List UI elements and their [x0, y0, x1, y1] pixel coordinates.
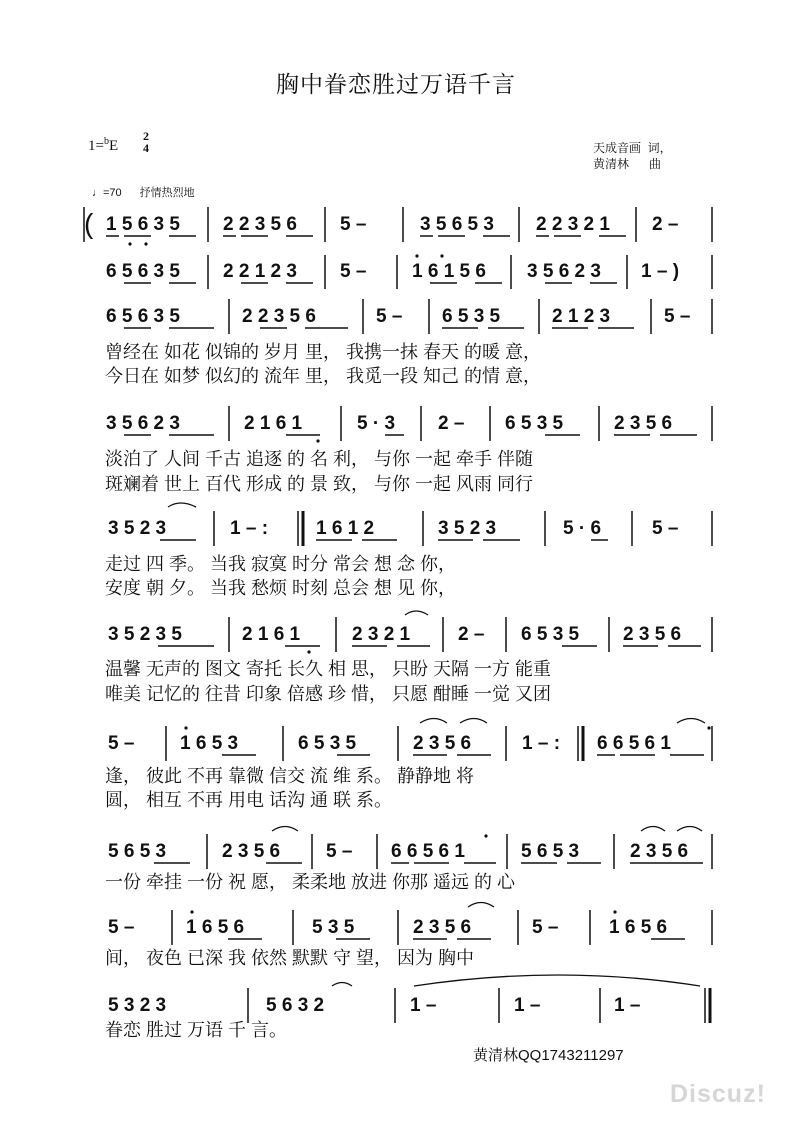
svg-text:2 3 5 6: 2 3 5 6	[413, 917, 472, 938]
lyric-line: 温馨 无声的 图文 寄托 长久 相 思， 只盼 天隔 一方 能重	[105, 659, 552, 679]
lyric-line: 逢， 彼此 不再 靠微 信交 流 维 系。 静静地 将	[105, 766, 475, 786]
svg-text:2 3 5 6: 2 3 5 6	[623, 624, 682, 645]
svg-text:2 3 5 6: 2 3 5 6	[630, 841, 689, 862]
svg-text:2 –: 2 –	[652, 214, 679, 235]
credits: 天成音画 词， 黄清林 曲	[593, 141, 672, 171]
lyric-line: 间， 夜色 已深 我 依然 默默 守 望， 因为 胸中	[105, 948, 475, 968]
svg-text:3 5 2 3: 3 5 2 3	[438, 518, 497, 539]
svg-text:5 –: 5 –	[652, 518, 679, 539]
svg-text:5 –: 5 –	[664, 306, 691, 327]
lyric-line: 唯美 记忆的 往昔 印象 倍感 珍 惜， 只愿 酣睡 一觉 又团	[105, 684, 552, 704]
system-3-staff	[106, 299, 712, 334]
svg-text:1 – :: 1 – :	[522, 733, 561, 754]
svg-text:5 –: 5 –	[108, 733, 135, 754]
svg-text:2 2 3 5 6: 2 2 3 5 6	[242, 306, 316, 327]
svg-text:1 –: 1 –	[614, 995, 641, 1016]
svg-text:1 6 5 3: 1 6 5 3	[180, 733, 239, 754]
svg-text:6 6 5 6 1: 6 6 5 6 1	[597, 733, 671, 754]
svg-text:5 · 6: 5 · 6	[563, 518, 602, 539]
lyric-line: 走过 四 季。 当我 寂寞 时分 常会 想 念 你，	[105, 554, 457, 574]
key-signature: 1=$^b$E	[88, 136, 119, 154]
svg-text:6 5 6 3 5: 6 5 6 3 5	[106, 261, 180, 282]
system-4-staff	[106, 406, 712, 443]
svg-text:5 –: 5 –	[340, 214, 367, 235]
song-title: 胸中眷恋胜过万语千言	[276, 72, 516, 98]
system-9-lyrics	[105, 948, 474, 968]
svg-text:2 1 6 1: 2 1 6 1	[242, 624, 301, 645]
svg-text:3 5 6 5 3: 3 5 6 5 3	[420, 214, 494, 235]
svg-text:1 – ): 1 – )	[641, 261, 680, 282]
svg-text:2 1 6 1: 2 1 6 1	[244, 413, 303, 434]
system-3-lyrics	[105, 342, 541, 386]
system-1-staff	[84, 207, 712, 246]
system-10-lyrics	[105, 1020, 287, 1040]
system-2-staff	[106, 254, 712, 289]
svg-text:(: (	[84, 208, 94, 239]
svg-text:5 3 5: 5 3 5	[312, 917, 355, 938]
svg-text:3 5 2 3: 3 5 2 3	[108, 518, 167, 539]
lyric-line: 曾经在 如花 似锦的 岁月 里， 我携一抹 春天 的暖 意，	[105, 342, 542, 362]
system-7-staff	[108, 719, 712, 762]
system-8-staff	[108, 827, 712, 870]
svg-text:5 –: 5 –	[532, 917, 559, 938]
system-4-lyrics	[105, 449, 533, 494]
svg-text:2 2 1 2 3: 2 2 1 2 3	[223, 261, 297, 282]
svg-text:1 6 1 2: 1 6 1 2	[316, 518, 375, 539]
svg-text:5 · 3: 5 · 3	[357, 413, 396, 434]
time-signature: 2 4	[143, 129, 149, 155]
svg-text:5 3 2 3: 5 3 2 3	[108, 995, 167, 1016]
svg-text:5 –: 5 –	[376, 306, 403, 327]
system-5-lyrics	[105, 553, 456, 598]
system-10-staff	[108, 975, 710, 1023]
tempo-marking: ♩=70 抒情热烈地	[92, 187, 195, 199]
svg-text:2 –: 2 –	[438, 413, 465, 434]
system-9-staff	[108, 903, 712, 946]
arranger-signature: 黄清林QQ1743211297	[473, 1047, 624, 1064]
svg-text:3 5 6 2 3: 3 5 6 2 3	[527, 261, 601, 282]
svg-text:6 5 3 5: 6 5 3 5	[442, 306, 501, 327]
svg-text:5 6 5 3: 5 6 5 3	[521, 841, 580, 862]
system-7-lyrics	[105, 766, 474, 810]
svg-text:3 5 2 3 5: 3 5 2 3 5	[108, 624, 182, 645]
svg-text:2 3 2 1: 2 3 2 1	[352, 624, 411, 645]
svg-text:5 6 3 2: 5 6 3 2	[266, 995, 325, 1016]
svg-text:6 5 6 3 5: 6 5 6 3 5	[106, 306, 180, 327]
svg-text:2 3 5 6: 2 3 5 6	[413, 733, 472, 754]
svg-text:2 2 3 5 6: 2 2 3 5 6	[223, 214, 297, 235]
lyric-line: 斑斓着 世上 百代 形成 的 景 致， 与你 一起 风雨 同行	[105, 474, 534, 494]
svg-text:1 –: 1 –	[514, 995, 541, 1016]
lyric-line: 安度 朝 夕。 当我 愁烦 时刻 总会 想 见 你，	[105, 578, 457, 598]
svg-text:2 2 3 2 1: 2 2 3 2 1	[536, 214, 610, 235]
svg-text:1 6 1 5 6: 1 6 1 5 6	[412, 261, 486, 282]
svg-text:1 5 6 3 5: 1 5 6 3 5	[106, 214, 180, 235]
lyric-line: 淡泊了 人间 千古 追逐 的 名 利， 与你 一起 牵手 伴随	[105, 449, 534, 469]
svg-text:5 6 5 3: 5 6 5 3	[108, 841, 167, 862]
svg-text:5 –: 5 –	[108, 917, 135, 938]
system-6-lyrics	[105, 658, 551, 704]
watermark: Discuz!	[670, 1080, 766, 1108]
lyric-line: 今日在 如梦 似幻的 流年 里， 我觅一段 知己 的情 意，	[105, 366, 542, 386]
lyric-line: 眷恋 胜过 万语 千 言。	[105, 1020, 288, 1040]
svg-text:1 6 5 6: 1 6 5 6	[609, 917, 668, 938]
svg-text:2 3 5 6: 2 3 5 6	[222, 841, 281, 862]
svg-text:2 –: 2 –	[458, 624, 485, 645]
svg-text:1 6 5 6: 1 6 5 6	[186, 917, 245, 938]
svg-text:5 –: 5 –	[340, 261, 367, 282]
svg-text:5 –: 5 –	[326, 841, 353, 862]
svg-text:6 5 3 5: 6 5 3 5	[505, 413, 564, 434]
svg-text:1 –: 1 –	[410, 995, 437, 1016]
system-6-staff	[108, 611, 712, 654]
svg-text:3 5 6 2 3: 3 5 6 2 3	[106, 413, 180, 434]
lyric-line: 圆， 相互 不再 用电 话沟 通 联 系。	[105, 790, 393, 810]
svg-text:6 6 5 6 1: 6 6 5 6 1	[391, 841, 465, 862]
svg-text:2 3 5 6: 2 3 5 6	[614, 413, 673, 434]
svg-text:6 5 3 5: 6 5 3 5	[521, 624, 580, 645]
lyric-line: 一份 牵挂 一份 祝 愿， 柔柔地 放进 你那 遥远 的 心	[105, 872, 516, 892]
svg-text:6 5 3 5: 6 5 3 5	[298, 733, 357, 754]
svg-text:1 – :: 1 – :	[230, 518, 269, 539]
system-5-staff	[108, 503, 712, 546]
system-8-lyrics	[105, 872, 516, 892]
svg-text:2 1 2 3: 2 1 2 3	[552, 306, 611, 327]
